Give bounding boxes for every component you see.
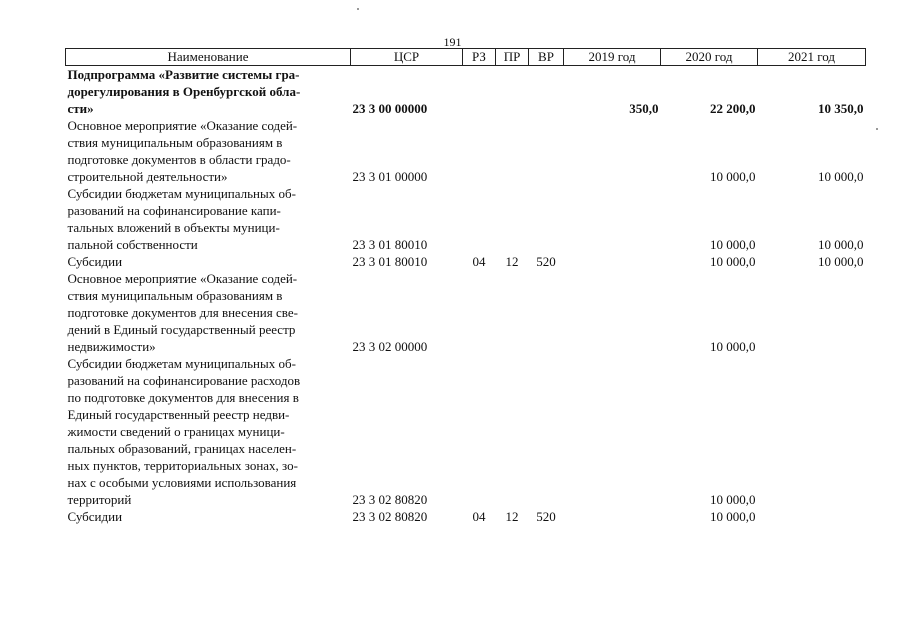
table-row [66, 355, 866, 508]
row-value-2020: 10 000,0 [710, 509, 756, 524]
row-name-line: недвижимости» [67, 339, 156, 354]
row-pr [496, 355, 529, 508]
header-2020: 2020 год [661, 49, 758, 66]
row-csr-code: 23 3 02 80820 [352, 509, 428, 524]
row-name-line: Основное мероприятие «Оказание содей- [67, 271, 298, 286]
header-name: Наименование [66, 49, 351, 66]
row-pr: 12 [505, 509, 519, 524]
row-value-2019 [564, 117, 661, 185]
row-value-2019 [564, 185, 661, 253]
row-name-line: территорий [67, 492, 132, 507]
row-name-line: Субсидии бюджетам муниципальных об- [67, 356, 296, 371]
row-rz: 04 [472, 254, 486, 269]
row-name-line: по подготовке документов для внесения в [67, 390, 299, 405]
row-name-line: строительной деятельности» [67, 169, 228, 184]
row-name-line: ствия муниципальным образованиям в [67, 288, 283, 303]
row-value-2020: 10 000,0 [710, 339, 756, 354]
row-name-line: Субсидии бюджетам муниципальных об- [67, 186, 296, 201]
row-pr [496, 185, 529, 253]
row-value-2019 [564, 270, 661, 355]
row-name-line: сти» [67, 101, 94, 116]
row-vr: 520 [536, 254, 556, 269]
header-csr: ЦСР [351, 49, 463, 66]
row-csr-code: 23 3 02 00000 [352, 339, 428, 354]
row-csr-code: 23 3 02 80820 [352, 492, 428, 507]
row-csr-code: 23 3 00 00000 [352, 101, 428, 116]
table-row [66, 508, 866, 525]
row-pr [496, 270, 529, 355]
table-header-row [66, 49, 866, 66]
row-name-line: тальных вложений в объекты муници- [67, 220, 280, 235]
row-name-line: Подпрограмма «Развитие системы гра- [67, 67, 300, 82]
row-vr: 520 [536, 509, 556, 524]
row-name [66, 253, 351, 270]
row-name-line: подготовке документов в области градо- [67, 152, 291, 167]
row-value-2021 [758, 508, 866, 525]
row-value-2020: 22 200,0 [710, 101, 756, 116]
scan-speck [357, 8, 359, 10]
row-rz: 04 [472, 509, 486, 524]
row-pr [496, 66, 529, 118]
row-value-2021: 10 000,0 [818, 254, 864, 269]
header-pr: ПР [496, 49, 529, 66]
page-number: 191 [443, 35, 462, 49]
row-name-line: ствия муниципальным образованиям в [67, 135, 283, 150]
row-name-line: подготовке документов для внесения све- [67, 305, 298, 320]
row-value-2021 [758, 270, 866, 355]
budget-table [65, 48, 866, 525]
table-row [66, 66, 866, 118]
row-name-line: Субсидии [67, 254, 123, 269]
row-csr-code: 23 3 01 80010 [352, 254, 428, 269]
row-name [66, 185, 351, 253]
row-value-2021: 10 000,0 [818, 237, 864, 252]
row-name-line: дорегулирования в Оренбургской обла- [67, 84, 301, 99]
row-rz [463, 66, 496, 118]
row-rz [463, 117, 496, 185]
row-name-line: жимости сведений о границах муници- [67, 424, 285, 439]
table-row [66, 253, 866, 270]
row-value-2021: 10 000,0 [818, 169, 864, 184]
row-value-2019 [564, 253, 661, 270]
row-name-line: ных пунктов, территориальных зонах, зо- [67, 458, 298, 473]
scan-speck [876, 128, 878, 130]
row-value-2020: 10 000,0 [710, 492, 756, 507]
row-value-2020: 10 000,0 [710, 169, 756, 184]
table-row [66, 117, 866, 185]
row-value-2019 [564, 355, 661, 508]
row-name [66, 117, 351, 185]
row-name [66, 355, 351, 508]
row-csr-code: 23 3 01 00000 [352, 169, 428, 184]
header-rz: РЗ [463, 49, 496, 66]
row-name-line: Единый государственный реестр недви- [67, 407, 290, 422]
row-name [66, 270, 351, 355]
row-value-2021 [758, 355, 866, 508]
row-name-line: разований на софинансирование расходов [67, 373, 301, 388]
table-row [66, 185, 866, 253]
row-rz [463, 185, 496, 253]
row-vr [529, 270, 564, 355]
row-name-line: дений в Единый государственный реестр [67, 322, 296, 337]
row-value-2019 [564, 508, 661, 525]
row-vr [529, 355, 564, 508]
row-csr-code: 23 3 01 80010 [352, 237, 428, 252]
row-name-line: пальных образований, границах населен- [67, 441, 297, 456]
table-body [66, 66, 866, 526]
row-name-line: Субсидии [67, 509, 123, 524]
row-value-2019: 350,0 [629, 101, 659, 116]
table-row [66, 270, 866, 355]
row-vr [529, 66, 564, 118]
row-value-2021: 10 350,0 [818, 101, 864, 116]
row-value-2020: 10 000,0 [710, 237, 756, 252]
row-value-2020: 10 000,0 [710, 254, 756, 269]
row-name-line: Основное мероприятие «Оказание содей- [67, 118, 298, 133]
row-name-line: пальной собственности [67, 237, 198, 252]
row-name [66, 508, 351, 525]
row-rz [463, 270, 496, 355]
row-name-line: разований на софинансирование капи- [67, 203, 281, 218]
row-rz [463, 355, 496, 508]
row-vr [529, 117, 564, 185]
header-2019: 2019 год [564, 49, 661, 66]
row-name [66, 66, 351, 118]
header-vr: ВР [529, 49, 564, 66]
row-pr: 12 [505, 254, 519, 269]
header-2021: 2021 год [758, 49, 866, 66]
row-vr [529, 185, 564, 253]
row-name-line: нах с особыми условиями использования [67, 475, 297, 490]
row-pr [496, 117, 529, 185]
